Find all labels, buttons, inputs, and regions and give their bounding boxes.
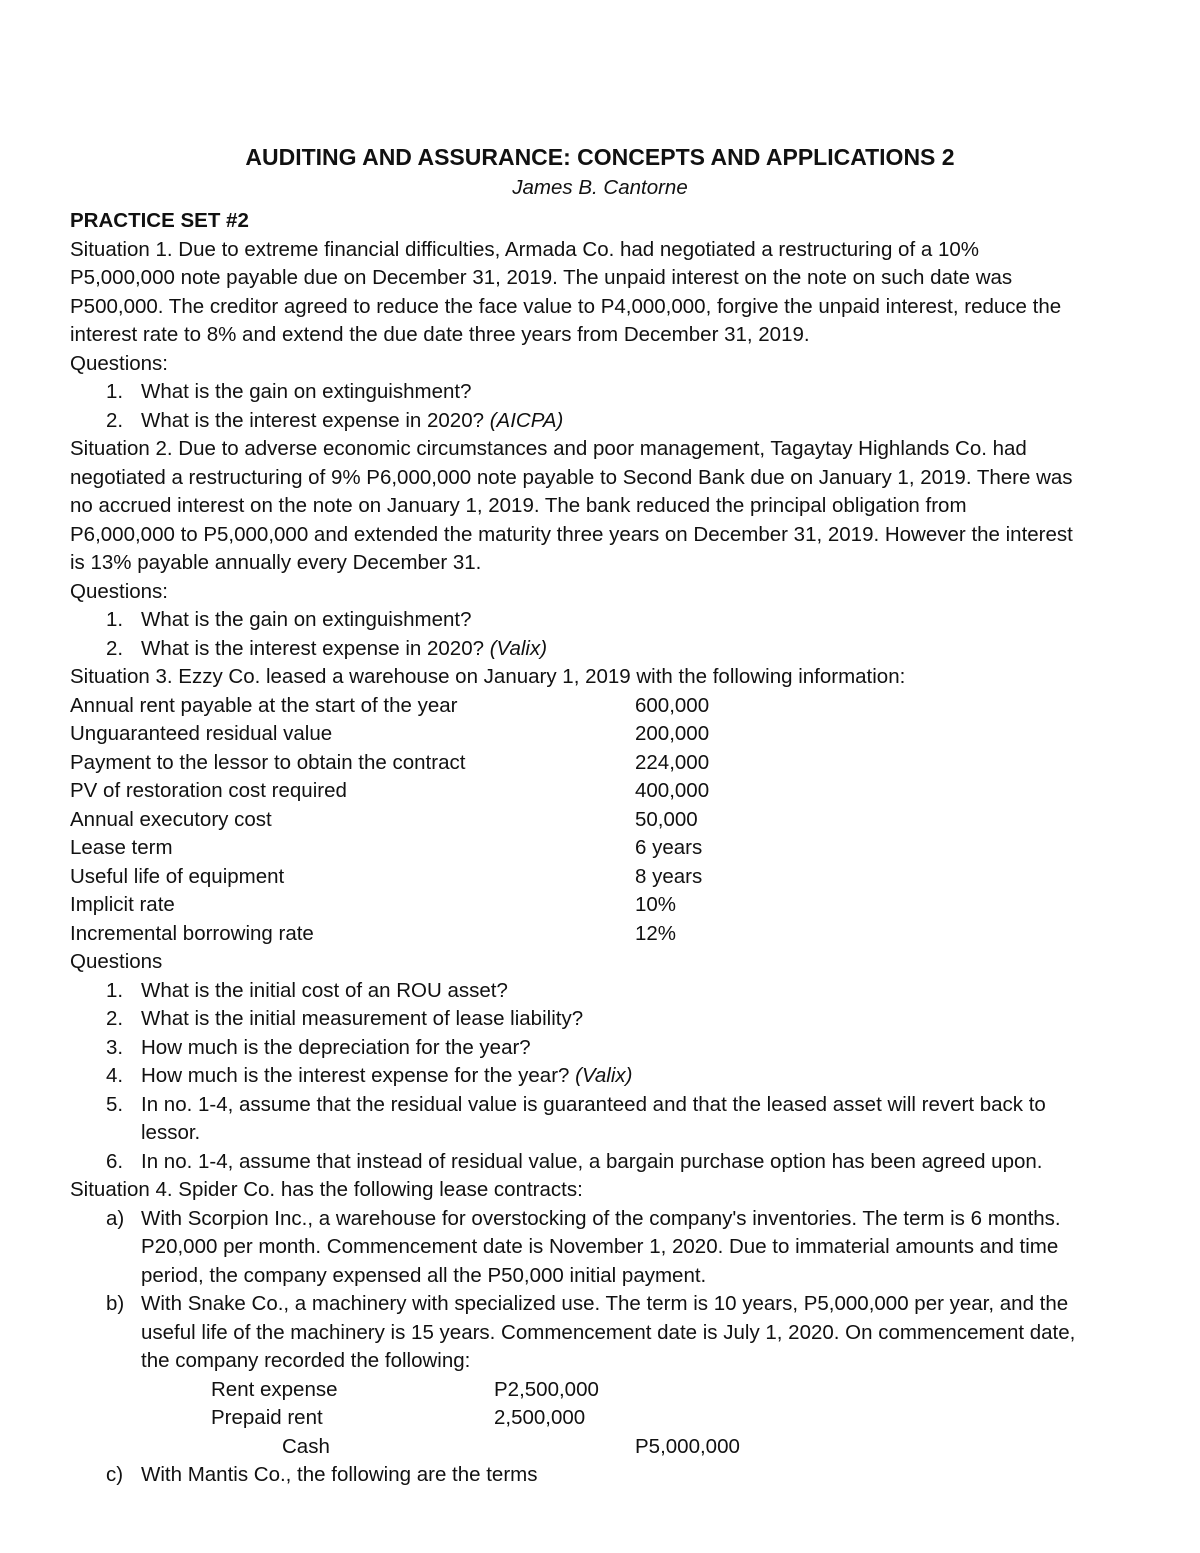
contract-text: P20,000 per month. Commencement date is November 1, 2020. Due to immaterial amounts and time — [141, 1235, 1059, 1258]
situation-2-line: is 13% payable annually every December 31. — [70, 551, 482, 574]
lease-info-value: 8 years — [635, 864, 703, 888]
question-number: 1. — [106, 978, 124, 1002]
lease-info-row — [70, 891, 1140, 920]
situation-4-intro: Situation 4. Spider Co. has the following lease contracts: — [70, 1178, 583, 1201]
question-text: In no. 1-4, assume that the residual value is guaranteed and that the leased asset will revert back to — [141, 1092, 1046, 1116]
question-text: What is the initial cost of an ROU asset? — [141, 978, 508, 1002]
question-item — [70, 1148, 1140, 1177]
situation-3 — [70, 663, 1140, 1176]
journal-debit — [494, 1433, 635, 1462]
lease-info-label: Incremental borrowing rate — [70, 921, 314, 945]
contract-text: With Scorpion Inc., a warehouse for overstocking of the company's inventories. The term is 6 months. — [141, 1206, 1061, 1230]
lease-info-label: Lease term — [70, 836, 173, 859]
contract-item — [70, 1461, 1140, 1490]
situation-2-line: no accrued interest on the note on January 1, 2019. The bank reduced the principal obligation from — [70, 494, 967, 517]
journal-debit: P2,500,000 — [494, 1377, 599, 1401]
situation-2-line: negotiated a restructuring of 9% P6,000,000 note payable to Second Bank due on January 1, 2019. There was — [70, 465, 1073, 489]
journal-entry-row — [70, 1376, 1140, 1405]
situation-2-line: P6,000,000 to P5,000,000 and extended the maturity three years on December 31, 2019. However the interest — [70, 522, 1073, 546]
journal-credit: P5,000,000 — [635, 1434, 740, 1458]
lease-info-label: Unguaranteed residual value — [70, 722, 333, 745]
question-number: 2. — [106, 1007, 124, 1030]
journal-account: Prepaid rent — [211, 1406, 323, 1429]
situation-3-intro: Situation 3. Ezzy Co. leased a warehouse on January 1, 2019 with the following information: — [70, 665, 906, 688]
contract-text: useful life of the machinery is 15 years. Commencement date is July 1, 2020. On commencement date, — [141, 1320, 1076, 1344]
situation-1-line: P5,000,000 note payable due on December 31, 2019. The unpaid interest on the note on such date was — [70, 266, 1013, 289]
question-text: lessor. — [141, 1121, 201, 1144]
question-item — [70, 635, 1140, 664]
document-author: James B. Cantorne — [512, 176, 688, 199]
document-title: AUDITING AND ASSURANCE: CONCEPTS AND APPLICATIONS 2 — [245, 144, 955, 170]
source-note: (Valix) — [575, 1064, 633, 1087]
question-item — [70, 378, 1140, 407]
practice-set-heading: PRACTICE SET #2 — [70, 209, 249, 232]
question-text: What is the gain on extinguishment? — [141, 380, 472, 403]
contract-letter: a) — [106, 1206, 125, 1230]
lease-info-row — [70, 863, 1140, 892]
question-number: 2. — [106, 636, 124, 660]
lease-info-value: 200,000 — [635, 722, 710, 745]
question-item — [70, 1005, 1140, 1034]
question-text: What is the initial measurement of lease liability? — [141, 1007, 584, 1030]
lease-info-value: 224,000 — [635, 750, 710, 774]
situation-1-line: P500,000. The creditor agreed to reduce the face value to P4,000,000, forgive the unpaid interest, reduce the — [70, 294, 1062, 318]
situation-1-line: interest rate to 8% and extend the due date three years from December 31, 2019. — [70, 323, 810, 346]
journal-entry-row — [70, 1404, 1140, 1433]
contract-item — [70, 1290, 1140, 1376]
lease-info-label: Annual executory cost — [70, 807, 272, 831]
question-item — [70, 1034, 1140, 1063]
situation-2-line: Situation 2. Due to adverse economic circumstances and poor management, Tagaytay Highlands Co. had — [70, 437, 1027, 460]
lease-info-row — [70, 834, 1140, 863]
contract-letter: c) — [106, 1463, 124, 1486]
situation-4 — [70, 1176, 1140, 1490]
source-note: (Valix) — [489, 636, 548, 660]
journal-credit — [635, 1376, 835, 1405]
contract-letter: b) — [106, 1292, 125, 1315]
lease-info-row — [70, 692, 1140, 721]
journal-credit — [635, 1404, 835, 1433]
situation-2 — [70, 435, 1140, 663]
lease-info-label: PV of restoration cost required — [70, 779, 347, 802]
question-number: 3. — [106, 1035, 124, 1059]
question-text: In no. 1-4, assume that instead of residual value, a bargain purchase option has been agreed upon. — [141, 1149, 1043, 1173]
question-number: 1. — [106, 608, 124, 631]
question-number: 6. — [106, 1149, 124, 1173]
source-note: (AICPA) — [489, 408, 564, 432]
lease-info-row — [70, 749, 1140, 778]
document-page — [70, 141, 1140, 1490]
journal-account: Rent expense — [211, 1377, 338, 1401]
journal-entry-row — [70, 1433, 1140, 1462]
journal-account: Cash — [282, 1434, 330, 1458]
contract-text: With Mantis Co., the following are the terms — [141, 1463, 538, 1486]
contract-text: period, the company expensed all the P50,000 initial payment. — [141, 1263, 707, 1287]
journal-debit: 2,500,000 — [494, 1406, 586, 1429]
lease-info-value: 12% — [635, 921, 677, 945]
lease-info-value: 600,000 — [635, 693, 710, 717]
questions-label: Questions: — [70, 579, 168, 603]
question-number: 4. — [106, 1064, 124, 1087]
contract-text: With Snake Co., a machinery with specialized use. The term is 10 years, P5,000,000 per year, and the — [141, 1292, 1069, 1315]
lease-info-row — [70, 806, 1140, 835]
lease-info-value: 400,000 — [635, 779, 710, 802]
question-text: How much is the interest expense for the year? — [141, 1064, 576, 1087]
question-item — [70, 1091, 1140, 1148]
lease-info-value: 6 years — [635, 836, 703, 859]
lease-info-label: Useful life of equipment — [70, 864, 285, 888]
contract-text: the company recorded the following: — [141, 1349, 471, 1372]
question-number: 1. — [106, 380, 124, 403]
question-text: What is the gain on extinguishment? — [141, 608, 472, 631]
questions-label: Questions: — [70, 351, 168, 375]
lease-info-label: Implicit rate — [70, 893, 175, 916]
question-item — [70, 407, 1140, 436]
situation-1 — [70, 236, 1140, 436]
question-text: What is the interest expense in 2020? — [141, 636, 490, 660]
lease-info-label: Annual rent payable at the start of the year — [70, 693, 458, 717]
situation-1-line: Situation 1. Due to extreme financial difficulties, Armada Co. had negotiated a restructuring of a 10% — [70, 237, 979, 261]
lease-info-label: Payment to the lessor to obtain the contract — [70, 750, 466, 774]
question-item — [70, 977, 1140, 1006]
lease-info-value: 10% — [635, 893, 677, 916]
question-number: 5. — [106, 1092, 124, 1116]
question-number: 2. — [106, 408, 124, 432]
question-text: What is the interest expense in 2020? — [141, 408, 490, 432]
lease-info-row — [70, 920, 1140, 949]
lease-info-row — [70, 720, 1140, 749]
question-text: How much is the depreciation for the year? — [141, 1035, 531, 1059]
contract-item — [70, 1205, 1140, 1291]
question-item — [70, 606, 1140, 635]
journal-entry — [70, 1376, 1140, 1462]
lease-info-row — [70, 777, 1140, 806]
question-item — [70, 1062, 1140, 1091]
questions-label: Questions — [70, 950, 163, 973]
lease-info-value: 50,000 — [635, 807, 698, 831]
